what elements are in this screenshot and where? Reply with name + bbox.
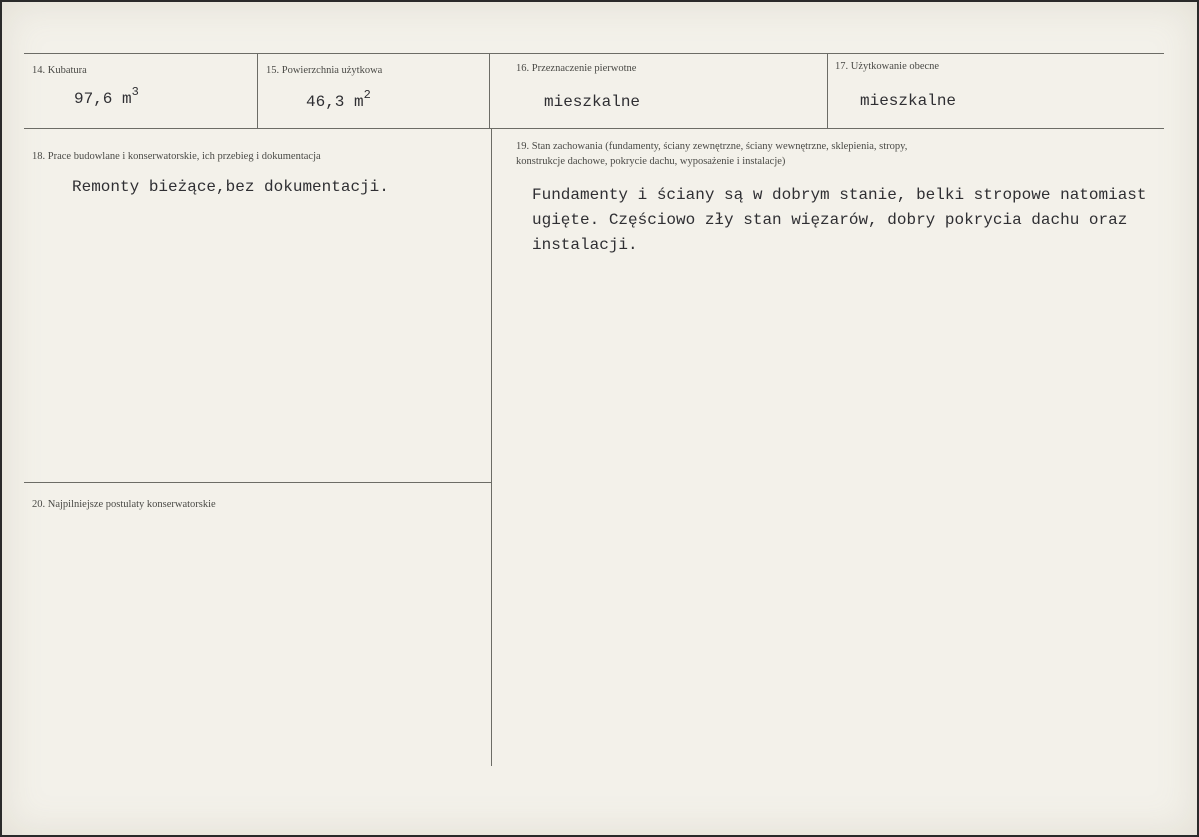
field-14-number: 97,6 m: [74, 90, 132, 108]
divider-16-17: [827, 53, 828, 129]
field-19-label-line2: konstrukcje dachowe, pokrycie dachu, wyposażenie i instalacje): [516, 156, 786, 167]
field-18-value: Remonty bieżące,bez dokumentacji.: [72, 178, 389, 196]
field-15-label: 15. Powierzchnia użytkowa: [266, 65, 383, 76]
field-19-value-line1: Fundamenty i ściany są w dobrym stanie, belki stropowe natomiast: [532, 186, 1147, 204]
field-18-label: 18. Prace budowlane i konserwatorskie, ich przebieg i dokumentacja: [32, 151, 321, 162]
row18-bottom-rule: [24, 482, 492, 483]
field-19-value-line2: ugięte. Częściowo zły stan więzarów, dobry pokrycia dachu oraz: [532, 211, 1128, 229]
record-card: [2, 2, 1197, 835]
top-rule: [24, 53, 1164, 54]
field-14-label: 14. Kubatura: [32, 65, 87, 76]
main-column-divider: [491, 128, 492, 766]
field-20-label: 20. Najpilniejsze postulaty konserwatorskie: [32, 499, 216, 510]
field-19-label-line1: 19. Stan zachowania (fundamenty, ściany zewnętrzne, ściany wewnętrzne, sklepienia, stropy,: [516, 141, 908, 152]
field-16-label: 16. Przeznaczenie pierwotne: [516, 63, 637, 74]
field-15-unit-exponent: 2: [363, 88, 371, 102]
field-17-label: 17. Użytkowanie obecne: [835, 61, 940, 72]
field-14-unit-exponent: 3: [131, 85, 139, 99]
field-17-value: mieszkalne: [860, 92, 957, 110]
row1-bottom-rule: [24, 128, 1164, 129]
divider-14-15: [257, 53, 258, 129]
field-16-value: mieszkalne: [544, 93, 641, 111]
field-19-value-line3: instalacji.: [532, 236, 638, 254]
field-14-value: [74, 86, 139, 113]
divider-15-16: [489, 53, 490, 129]
field-15-number: 46,3 m: [306, 93, 364, 111]
field-15-value: [306, 89, 371, 116]
